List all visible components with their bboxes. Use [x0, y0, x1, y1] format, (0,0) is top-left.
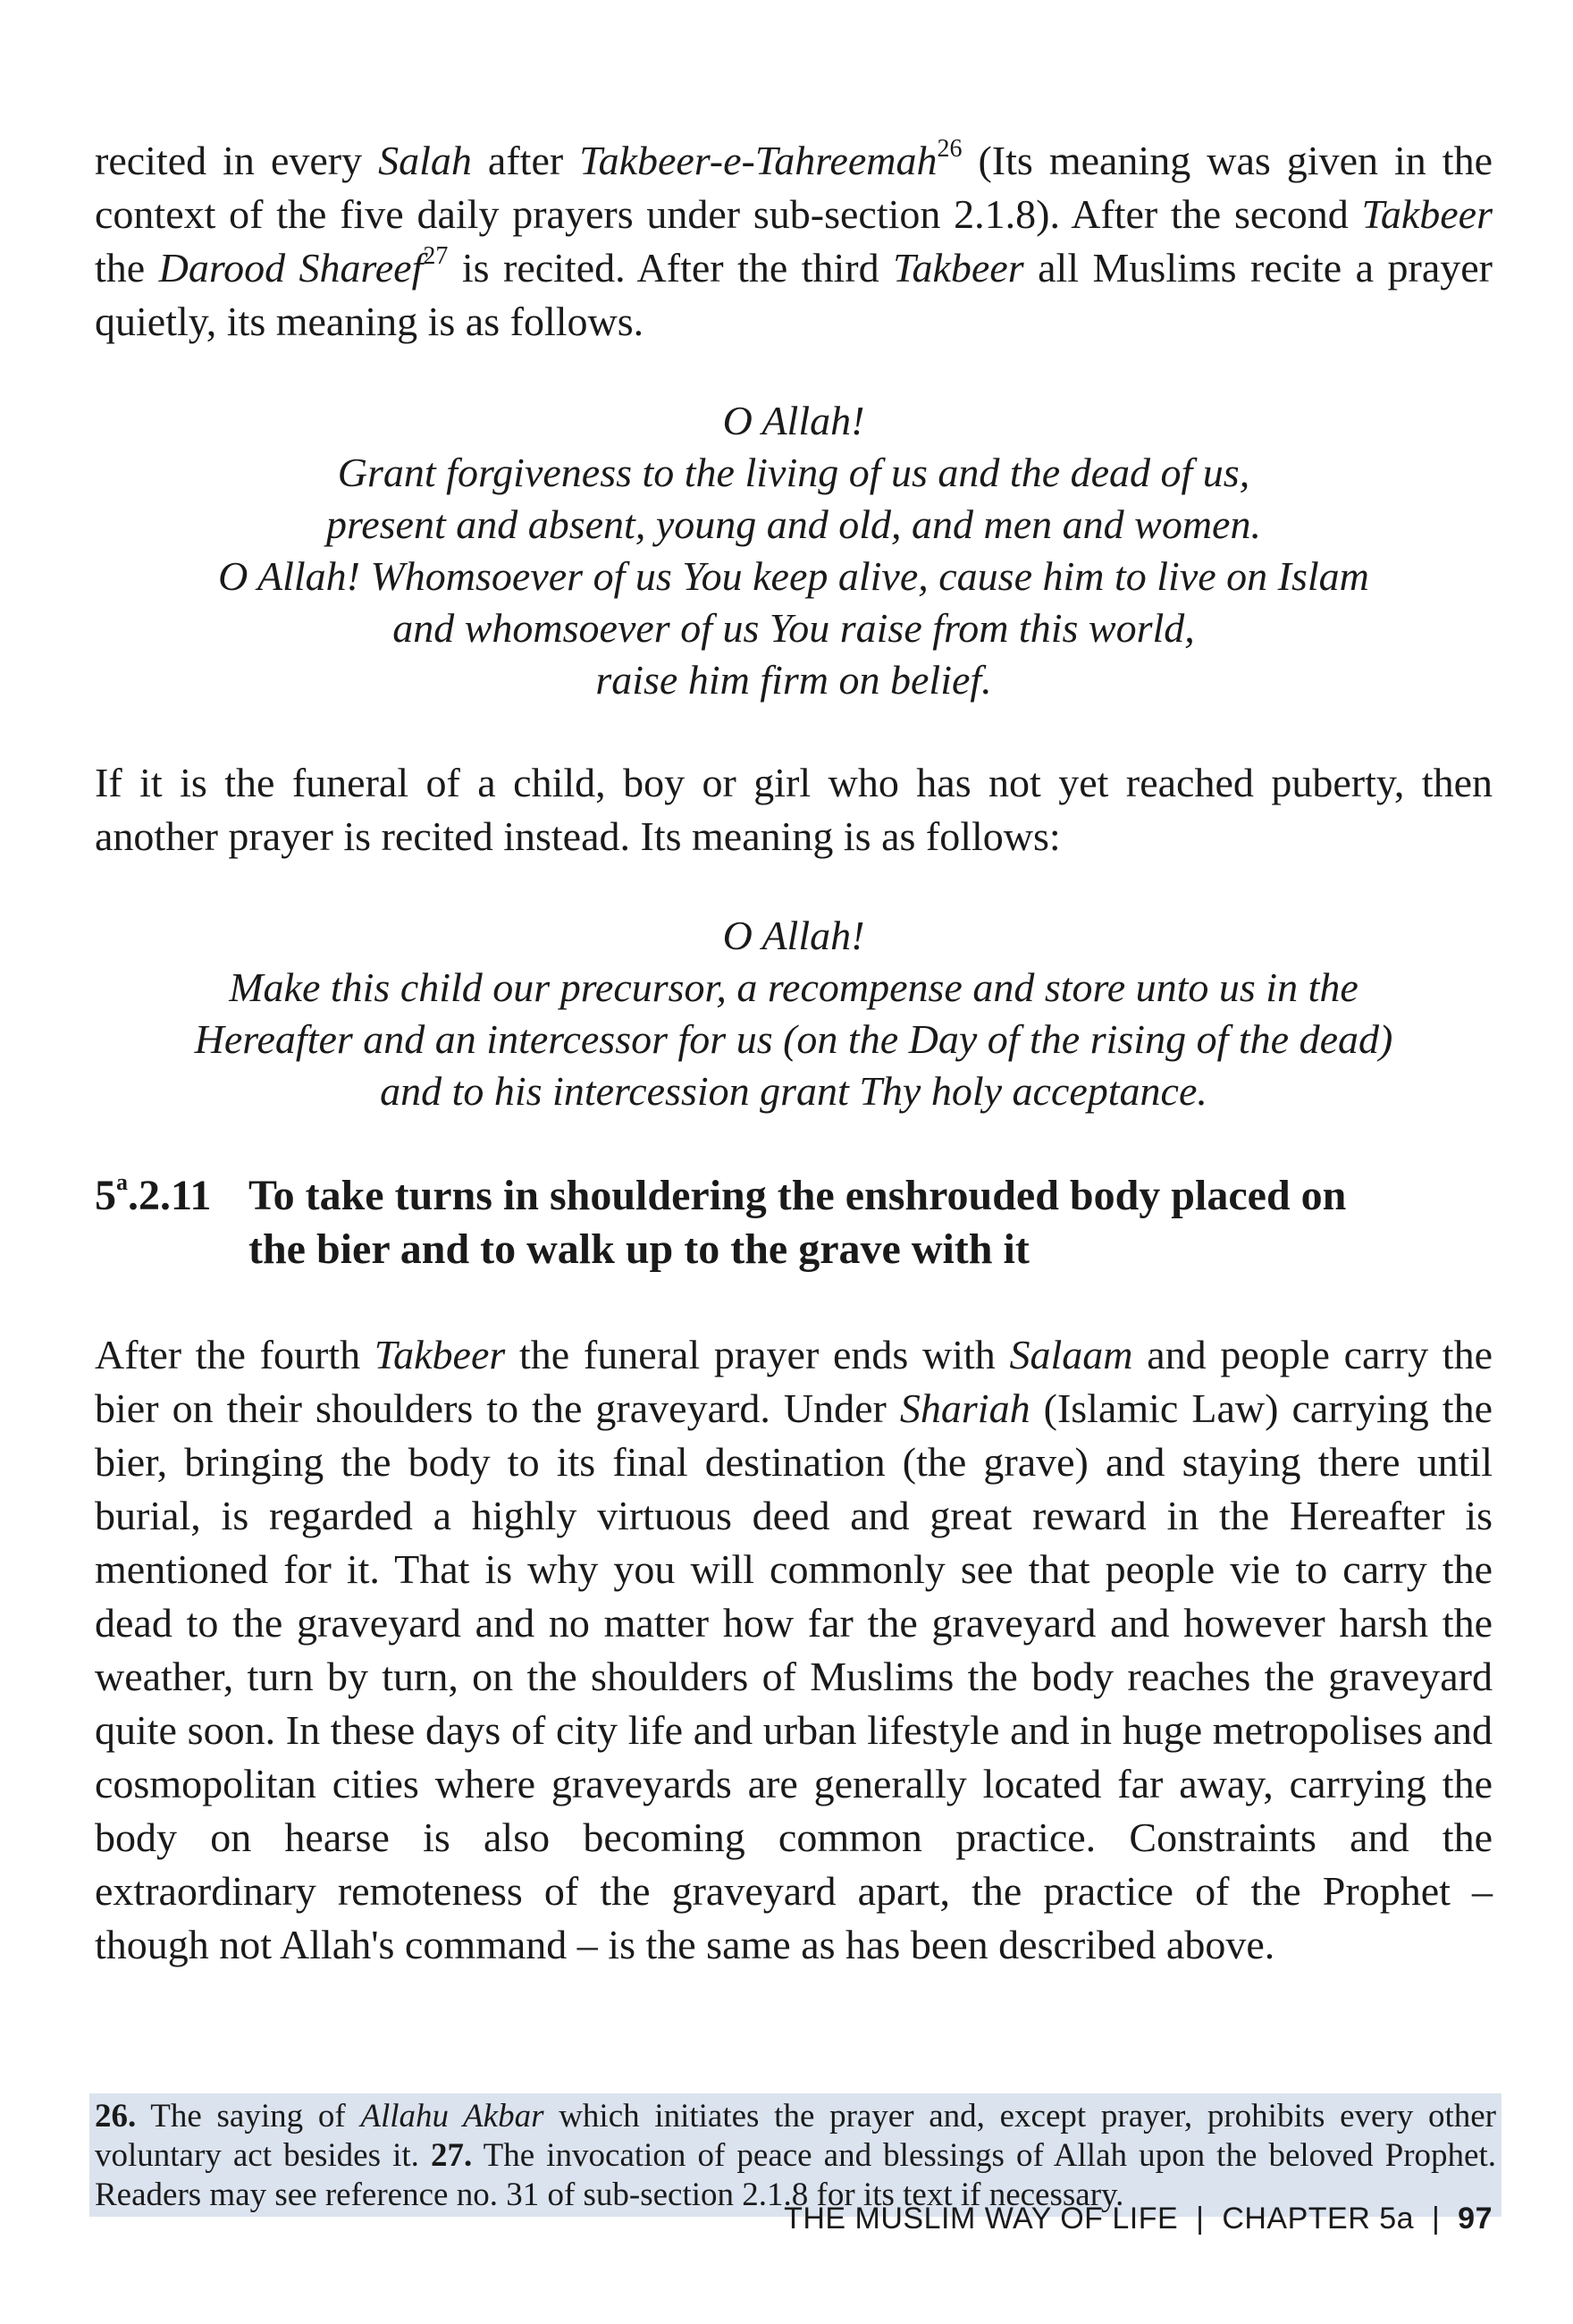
prayer-line: O Allah! Whomsoever of us You keep alive, cause him to live on Islam	[218, 553, 1369, 599]
child-paragraph: If it is the funeral of a child, boy or girl who has not yet reached puberty, then another prayer is recited instead. Its meaning is as follows:	[95, 760, 1493, 859]
section-heading	[95, 1169, 1493, 1276]
prayer-line: raise him firm on belief.	[595, 657, 992, 703]
prayer-line: Hereafter and an intercessor for us (on the Day of the rising of the dead)	[194, 1016, 1393, 1062]
book-title: THE MUSLIM WAY OF LIFE	[784, 2202, 1179, 2236]
prayer-line: present and absent, young and old, and men and women.	[326, 501, 1261, 547]
footnote-number-26: 26.	[95, 2098, 137, 2135]
footnote-ref-27[interactable]: 27	[423, 242, 449, 270]
prayer-line: O Allah!	[722, 398, 865, 443]
prayer-line: and to his intercession grant Thy holy acceptance.	[380, 1068, 1207, 1114]
prayer-adult	[95, 395, 1493, 706]
intro-paragraph: recited in every Salah after Takbeer-e-Tahreemah$^{26}$ (Its meaning was given in the context of the five daily prayers under sub-section 2.1.8). After the second Takbeer the Darood Shareef$^{27}$ is recited. After the third Takbeer all Muslims recite a prayer quietly, its meaning is as follows.	[95, 135, 1493, 344]
page-number: 97	[1458, 2202, 1493, 2236]
footnote-ref-26[interactable]: 26	[937, 135, 963, 163]
prayer-child	[95, 910, 1493, 1117]
body-paragraph: After the fourth Takbeer the funeral prayer ends with Salaam and people carry the bier on their shoulders to the graveyard. Under Shariah (Islamic Law) carrying the bier, bringing the body to its final destination (the grave) and staying there until burial, is regarded a highly virtuous deed and great reward in the Hereafter is mentioned for it. That is why you will commonly see that people vie to carry the dead to the graveyard and no matter how far the graveyard and however harsh the weather, turn by turn, on the shoulders of Muslims the body reaches the graveyard quite soon. In these days of city life and urban lifestyle and in huge metropolises and cosmopolitan cities where graveyards are generally located far away, carrying the body on hearse is also becoming common practice. Constraints and the extraordinary remoteness of the graveyard apart, the practice of the Prophet – though not Allah's command – is the same as has been described above.	[95, 1332, 1493, 1967]
page-footer: THE MUSLIM WAY OF LIFE | CHAPTER 5a | 97	[784, 2202, 1493, 2236]
chapter-label: CHAPTER 5a	[1222, 2202, 1415, 2236]
prayer-line: and whomsoever of us You raise from this world,	[392, 605, 1195, 651]
prayer-line: Grant forgiveness to the living of us and the dead of us,	[337, 450, 1250, 495]
section-title-line: the bier and to walk up to the grave with it	[248, 1225, 1030, 1273]
page-content	[95, 134, 1493, 1972]
footnotes-box: 26. The saying of Allahu Akbar which initiates the prayer and, except prayer, prohibits every other voluntary act besides it. 27. The invocation of peace and blessings of Allah upon the beloved Prophet. Readers may see reference no. 31 of sub-section 2.1.8 for its text if necessary.	[89, 2093, 1502, 2217]
section-number: 5$^a$.2.11	[95, 1169, 212, 1219]
prayer-line: O Allah!	[722, 913, 865, 958]
prayer-line: Make this child our precursor, a recompense and store unto us in the	[229, 964, 1358, 1010]
section-title-line: To take turns in shouldering the enshrouded body placed on	[248, 1172, 1347, 1219]
footnote-number-27: 27.	[430, 2137, 473, 2174]
